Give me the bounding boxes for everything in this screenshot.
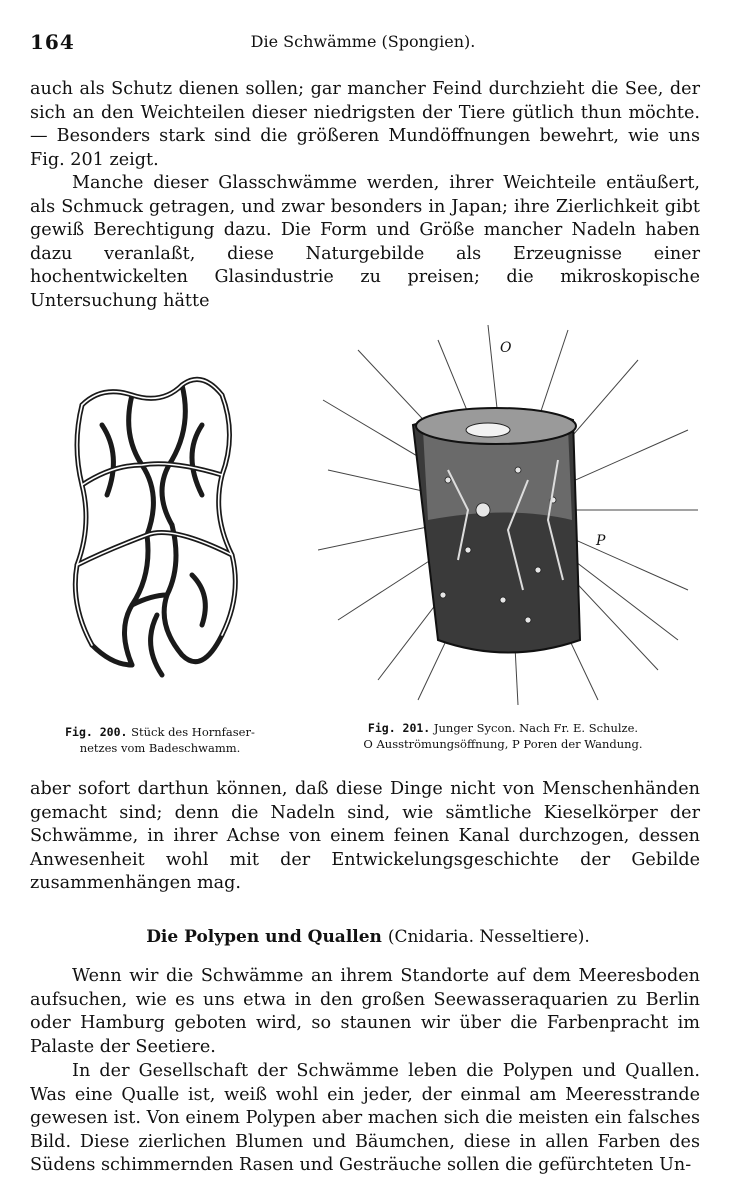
section-heading xyxy=(30,927,706,947)
page-header xyxy=(30,30,696,60)
paragraph-5: In der Gesellschaft der Schwämme leben die Polypen und Quallen. Was eine Qualle ist, weiß wohl ein jeder, der einmal am Meeresstrande gewesen ist. Von einem Polypen aber machen sich die meisten ein falsches Bild. Diese zierlichen Blumen und Bäumchen, diese in allen Farben des Südens schimmernden Rasen und Gesträuche sollen die gefürchteten Un- xyxy=(30,1061,700,1175)
opening-label: O xyxy=(500,340,512,356)
paragraph-3: aber sofort darthun können, daß diese Dinge nicht von Menschenhänden gemacht sind; denn die Nadeln sind, wie sämtliche Kieselkörper der Schwämme, in ihrer Achse von einem feinen Kanal durchzogen, dessen Anwesenheit wohl mit der Entwickelungsgeschichte der Gebilde zusammenhängen mag. xyxy=(30,779,700,893)
figure-201-caption: Fig. 201. Junger Sycon. Nach Fr. E. Schulze. O Ausströmungsöffnung, P Poren der Wandung. xyxy=(363,721,643,751)
paragraph-4: Wenn wir die Schwämme an ihrem Standorte auf dem Meeresboden aufsuchen, wie es uns etwa in den großen Seewasseraquarien zu Berlin oder Hamburg geboten wird, so staunen wir über die Farbenpracht im Palaste der Seetiere. xyxy=(30,966,700,1057)
pore-label: P xyxy=(596,533,606,549)
horn-fiber-network-illustration xyxy=(62,365,247,690)
page-number: 164 xyxy=(30,30,75,54)
young-sycon-sponge-illustration xyxy=(318,320,698,705)
section-title: Die Polypen und Quallen xyxy=(146,927,382,947)
paragraph-1: auch als Schutz dienen sollen; gar mancher Feind durchzieht die See, der sich an den Weichteilen dieser niedrigsten der Tiere gütlich thun möchte. — Besonders stark sind die größeren Mundöffnungen bewehrt, wie uns Fig. 201 zeigt. xyxy=(30,79,700,170)
section-subtitle: (Cnidaria. Nesseltiere). xyxy=(387,927,590,947)
figure-200-caption: Fig. 200. Stück des Hornfaser- netzes vom Badeschwamm. xyxy=(65,725,255,755)
running-title: Die Schwämme (Spongien). xyxy=(250,32,476,51)
paragraph-2: Manche dieser Glasschwämme werden, ihrer Weichteile entäußert, als Schmuck getragen, und zwar besonders in Japan; ihre Zierlichkeit gibt gewiß Berechtigung dazu. Die Form und Größe mancher Nadeln haben dazu veranlaßt, diese Naturgebilde als Erzeugnisse einer hochentwickelten Glasindustrie zu preisen; die mikroskopische Untersuchung hätte xyxy=(30,173,700,311)
